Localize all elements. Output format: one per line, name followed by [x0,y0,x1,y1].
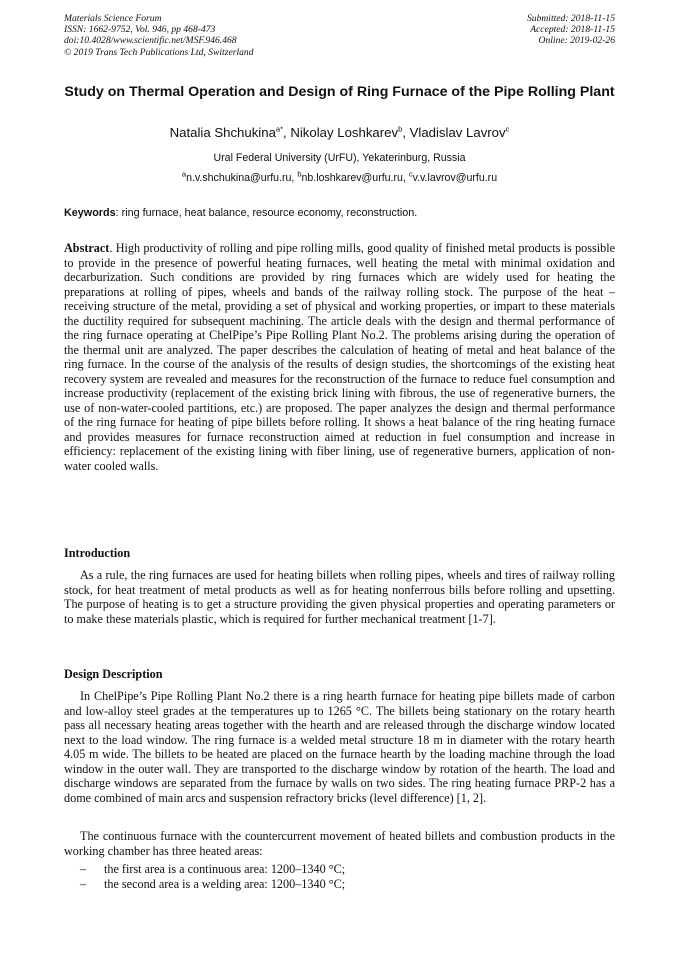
keywords [64,206,615,220]
list-dash: – [80,876,87,891]
journal-doi: doi:10.4028/www.scientific.net/MSF.946.468 [64,35,237,47]
author-separator: , [283,125,291,140]
list-item [64,877,615,892]
affiliation: Ural Federal University (UrFU), Yekaterinburg, Russia [213,152,466,164]
section-heading-introduction: Introduction [64,546,131,560]
list-dash: – [80,862,87,876]
paper-title: Study on Thermal Operation and Design of Ring Furnace of the Pipe Rolling Plant [64,84,615,100]
journal-name: Materials Science Forum [64,13,162,24]
abstract-text: . High productivity of rolling and pipe rolling mills, good quality of finished metal products is possible to provide in the presence of powerful heating furnaces, well heating the metal with minimal oxidation and decarburization. Such conditions are provided by ring furnaces which are widely used for heating the preparations at rolling of pipes, wheels and bands of the railway rolling stock. The purpose of the heat – receiving structure of the metal, providing a set of physical and working properties, or impart to these materials the ductility required for subsequent machining. The article deals with the design and thermal performance of the ring furnace operating at ChelPipe’s Pipe Rolling Plant No.2. The problems arising during the operation of the thermal unit are analyzed. The paper describes the calculation of heating of metal and heat balance of the ring furnace. In the course of the analysis of the results of design studies, the shortcomings of the existing heat recovery system are revealed and measures for the reconstruction of the furnace to reduce fuel consumption and increase productivity (replacement of the existing brick lining with fibrous, the use of regenerative burners, the use of non-water-cooled partitions, etc.) are proposed. The paper analyzes the design and thermal performance of the ring furnace for heating of pipe billets before rolling. It shows a heat balance of the ring heating furnace and provides measures for furnace reconstruction aimed at reduction in fuel consumption and increase in efficiency: replacement of the existing lining with fiber lining, use of regenerative burners, application of non-water cooled walls. [64,241,615,473]
author-list [64,125,615,141]
email-address: v.v.lavrov@urfu.ru [412,172,498,184]
author-name: Nikolay Loshkarev [290,125,399,140]
email-address: n.v.shchukina@urfu.ru, [186,172,298,184]
list-item-text: the first area is a continuous area: 1200–1340 °C; [104,862,346,876]
journal-copyright: © 2019 Trans Tech Publications Ltd, Switzerland [64,46,254,58]
submission-dates [527,13,615,47]
author-name: Vladislav Lavrov [409,125,506,140]
list-item-text: the second area is a welding area: 1200–1340 °C; [104,876,346,891]
journal-issn: ISSN: 1662-9752, Vol. 946, pp 468-473 [64,24,216,36]
author-affil-mark: c [505,124,510,134]
abstract-label: Abstract [64,241,110,255]
keywords-text: : ring furnace, heat balance, resource economy, reconstruction. [115,207,418,219]
introduction-paragraph: As a rule, the ring furnaces are used for heating billets when rolling pipes, wheels and tires of railway rolling stock, for heat treatment of metal products as well as for heating nonferrous bills before rolling and upsetting. The purpose of heating is to get a structure providing the given physical properties and operating parameters or to make these materials plastic, which is required for further mechanical treatment [1-7]. [64,568,615,626]
list-item [64,862,615,877]
online-date: Online: 2019-02-26 [538,35,615,47]
journal-info [64,13,254,58]
section-heading-design: Design Description [64,667,163,681]
author-affil-mark: a* [275,124,284,134]
accepted-date: Accepted: 2018-11-15 [530,24,615,36]
email-mark: a [181,169,187,179]
author-name: Natalia Shchukina [169,125,276,140]
author-separator: , [402,125,410,140]
design-paragraph-2: The continuous furnace with the countercurrent movement of heated billets and combustion products in the working chamber has three heated areas: [64,829,615,858]
heating-areas-list [64,862,615,891]
email-mark: c [408,169,413,179]
author-emails [64,169,615,185]
author-affil-mark: b [398,124,403,134]
email-address: nb.loshkarev@urfu.ru, [301,172,409,184]
abstract [64,241,615,473]
design-paragraph-1: In ChelPipe’s Pipe Rolling Plant No.2 there is a ring hearth furnace for heating pipe billets made of carbon and low-alloy steel grades at the temperatures up to 1265 °C. The billets being stationary on the rotary hearth pass all necessary heating areas together with the hearth and are released through the discharge window located next to the load window. The ring furnace is a welded metal structure 18 m in diameter with the rotary hearth 4.05 m wide. The billets to be heated are placed on the furnace hearth by the loading machine through the load window in the outer wall. They are transported to the discharge window by rotation of the hearth. The load and discharge windows are separated from the furnace by walls on two sides. The ring heating furnace PRP-2 has a dome combined of main arcs and suspension refractory bricks (level difference) [1, 2]. [64,689,615,805]
submitted-date: Submitted: 2018-11-15 [526,13,615,24]
keywords-label: Keywords [64,207,116,219]
email-mark: b [297,169,302,179]
